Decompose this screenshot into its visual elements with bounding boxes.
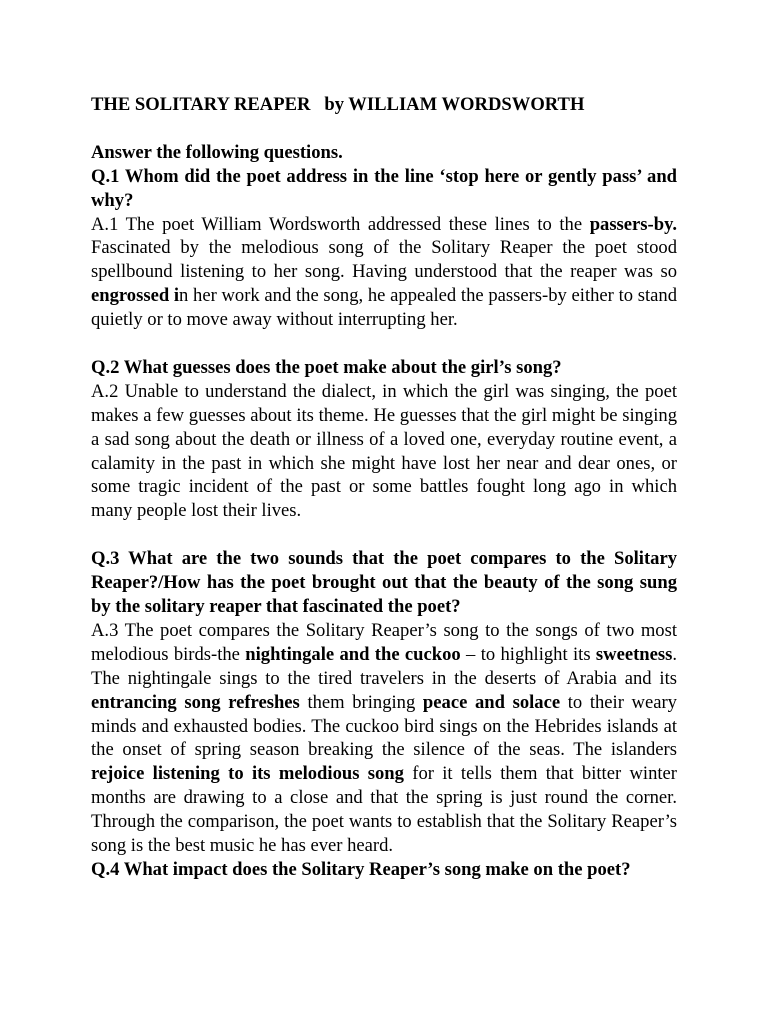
instruction-text: Answer the following questions. xyxy=(91,141,343,163)
document-title: THE SOLITARY REAPER by WILLIAM WORDSWORTH xyxy=(91,94,585,115)
paragraph-gap xyxy=(91,523,677,547)
answer-1-text: n her work and the song, he appealed the passers-by either to stand quietly or to move away without interrupting her. xyxy=(91,285,677,331)
answer-3-text: – to highlight its xyxy=(460,643,596,665)
answer-1-bold: engrossed i xyxy=(91,285,180,307)
question-1: Q.1 Whom did the poet address in the line ‘stop here or gently pass’ and why? xyxy=(91,165,677,211)
answer-3 xyxy=(91,619,677,858)
document-page xyxy=(91,93,677,882)
question-2: Q.2 What guesses does the poet make about the girl’s song? xyxy=(91,356,562,378)
answer-1-bold: passers-by. xyxy=(589,213,677,235)
paragraph-gap xyxy=(91,332,677,356)
answer-3-bold: sweetness xyxy=(595,643,673,665)
question-3: Q.3 What are the two sounds that the poet compares to the Solitary Reaper?/How has the poet brought out that the beauty of the song sung by the solitary reaper that fascinated the poet? xyxy=(91,548,677,617)
answer-3-text: for it tells them that bitter winter months are drawing to a close and that the spring is just round the corner. Through the comparison, the poet wants to establish that the Solitary Reaper’s song is the best music he has ever heard. xyxy=(91,763,677,857)
answer-1-text: Fascinated by the melodious song of the Solitary Reaper the poet stood spellbound listening to her song. Having understood that the reaper was so xyxy=(91,237,677,283)
answer-3-bold: rejoice listening to its melodious song xyxy=(91,763,404,785)
answer-3-bold: nightingale and the cuckoo xyxy=(245,643,461,665)
answer-3-text: A.3 The poet compares the Solitary Reaper’s song to the songs of two most melodious birds-the xyxy=(91,619,677,665)
answer-3-text: . The nightingale sings to the tired travelers in the deserts of Arabia and its xyxy=(91,643,677,689)
answer-3-bold: peace and solace xyxy=(422,691,561,713)
answer-3-bold: entrancing song refreshes xyxy=(91,691,300,713)
answer-3-text: them bringing xyxy=(299,691,423,713)
answer-1 xyxy=(91,213,677,333)
question-4: Q.4 What impact does the Solitary Reaper’s song make on the poet? xyxy=(91,858,631,880)
answer-2: A.2 Unable to understand the dialect, in which the girl was singing, the poet makes a few guesses about its theme. He guesses that the girl might be singing a sad song about the death or illness of a loved one, everyday routine event, a calamity in the past in which she might have lost her near and dear ones, or some tragic incident of the past or some battles fought long ago in which many people lost their lives. xyxy=(91,380,677,522)
answer-1-text: A.1 The poet William Wordsworth addressed these lines to the xyxy=(91,213,590,235)
answer-3-text: to their weary minds and exhausted bodies. The cuckoo bird sings on the Hebrides islands at the onset of spring season breaking the silence of the seas. The islanders xyxy=(91,691,677,761)
